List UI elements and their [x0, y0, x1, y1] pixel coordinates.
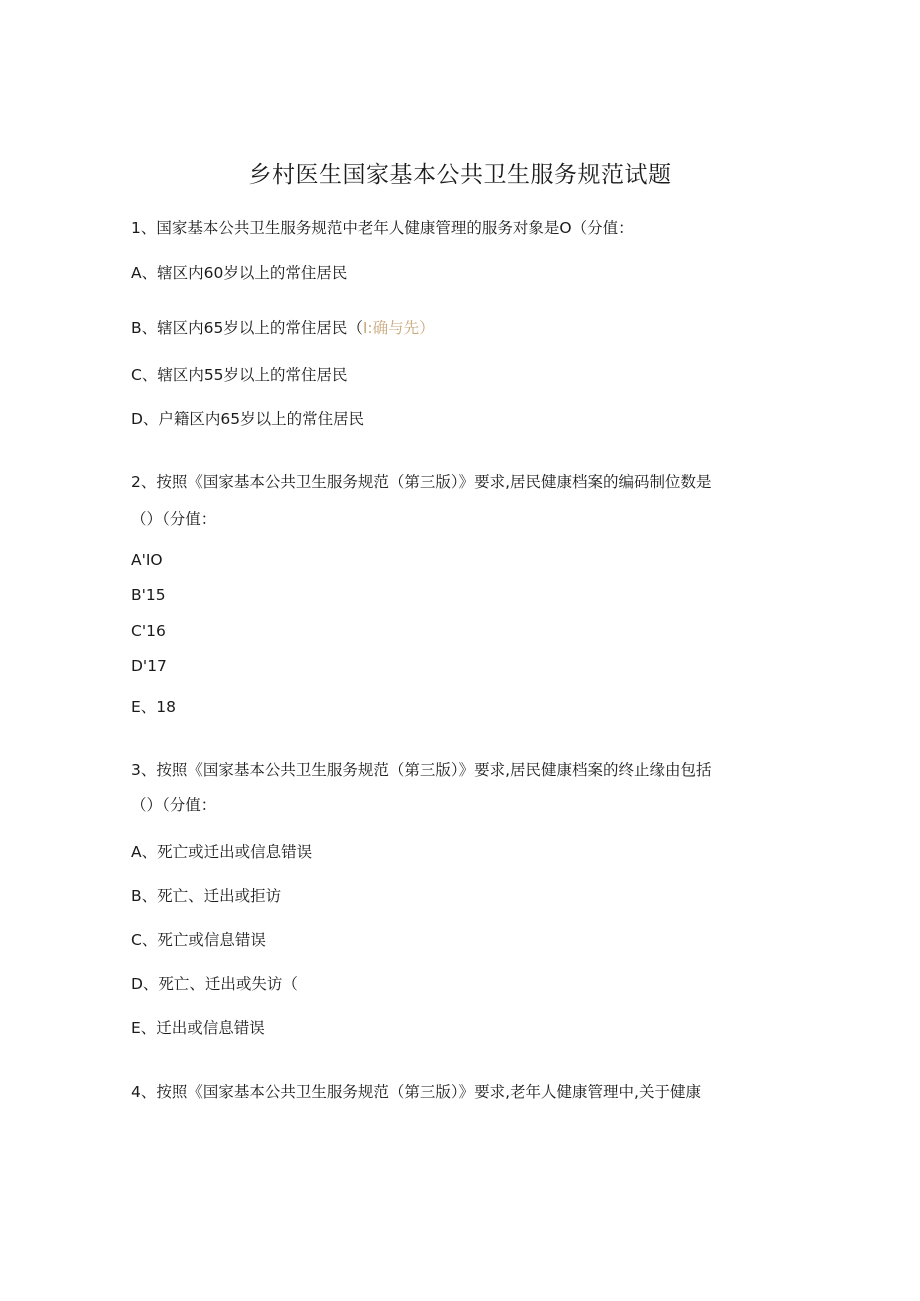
- question-1-answer-mark: I:确与先）: [362, 319, 435, 337]
- question-3-stem: 3、按照《国家基本公共卫生服务规范（第三版）》要求,居民健康档案的终止缘由包括: [131, 761, 712, 779]
- question-1-option-b-text: B、辖区内65岁以上的常住居民（: [131, 319, 363, 337]
- question-4-stem: 4、按照《国家基本公共卫生服务规范（第三版）》要求,老年人健康管理中,关于健康: [131, 1083, 701, 1101]
- question-1-option-c: C、辖区内55岁以上的常住居民: [131, 366, 348, 384]
- question-1-option-d: D、户籍区内65岁以上的常住居民: [131, 410, 365, 428]
- question-2-option-d: D'17: [131, 657, 167, 675]
- question-2-stem-continued: （）（分值：: [131, 510, 217, 528]
- question-2-option-b: B'15: [131, 586, 166, 604]
- question-2-option-a: A'IO: [131, 551, 163, 569]
- question-3-option-a: A、死亡或迁出或信息错误: [131, 843, 313, 861]
- question-1-stem: 1、国家基本公共卫生服务规范中老年人健康管理的服务对象是O（分值：: [131, 219, 634, 237]
- question-3-option-e: E、迁出或信息错误: [131, 1019, 265, 1037]
- question-1-option-a: A、辖区内60岁以上的常住居民: [131, 264, 348, 282]
- question-2-stem: 2、按照《国家基本公共卫生服务规范（第三版）》要求,居民健康档案的编码制位数是: [131, 473, 712, 491]
- question-1-option-b: [131, 316, 435, 338]
- question-2-option-c: C'16: [131, 622, 166, 640]
- document-title: 乡村医生国家基本公共卫生服务规范试题: [248, 162, 672, 188]
- question-3-option-b: B、死亡、迁出或拒访: [131, 887, 282, 905]
- question-3-option-d: D、死亡、迁出或失访（: [131, 975, 298, 993]
- question-3-stem-continued: （）（分值：: [131, 796, 217, 814]
- question-2-option-e: E、18: [131, 698, 177, 716]
- question-3-option-c: C、死亡或信息错误: [131, 931, 266, 949]
